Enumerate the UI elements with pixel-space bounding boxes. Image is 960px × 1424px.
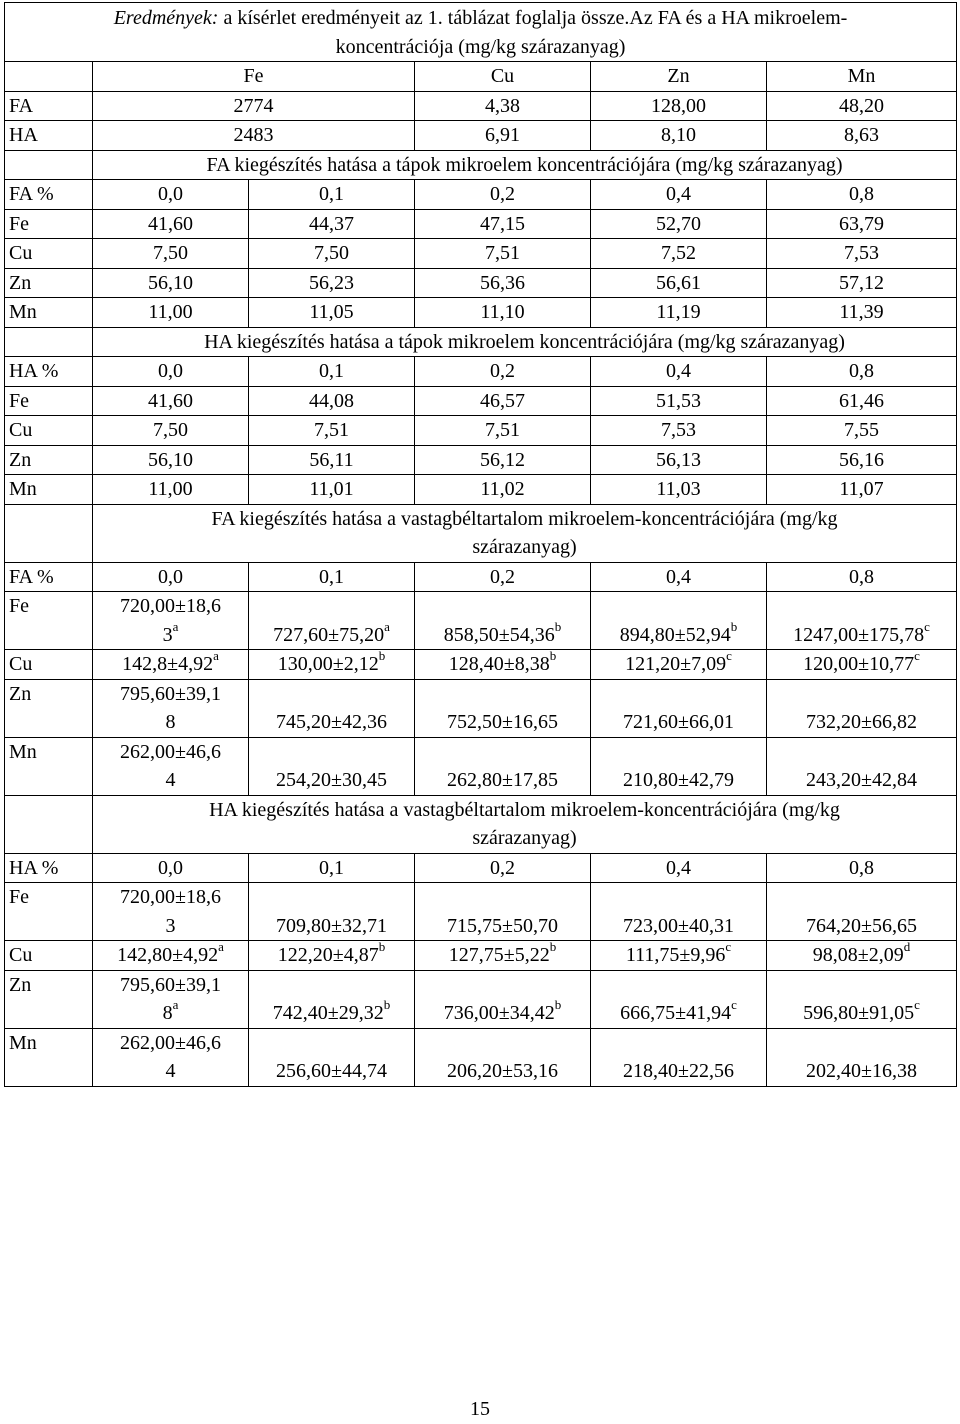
cell: 11,39 xyxy=(767,298,957,328)
value: 142,80±4,92 xyxy=(117,944,219,966)
s3-title-blank xyxy=(5,504,93,562)
table-row xyxy=(5,941,957,971)
header-cell: 0,8 xyxy=(767,853,957,883)
cell: 11,05 xyxy=(249,298,415,328)
row-label: Cu xyxy=(5,650,93,680)
cell xyxy=(249,883,415,941)
cell: 56,12 xyxy=(415,445,591,475)
cell xyxy=(591,592,767,650)
row-label: HA % xyxy=(5,853,93,883)
cell: 7,51 xyxy=(415,239,591,269)
cell: 8,10 xyxy=(591,121,767,151)
cell: 11,19 xyxy=(591,298,767,328)
cell xyxy=(249,970,415,1028)
cell xyxy=(591,1028,767,1086)
value: 128,40±8,38 xyxy=(448,653,550,675)
first-value-cell xyxy=(93,592,249,650)
s4-title xyxy=(93,795,957,853)
row-label: Zn xyxy=(5,445,93,475)
significance-letter: a xyxy=(213,648,219,664)
cell xyxy=(591,650,767,680)
table-row xyxy=(5,475,957,505)
cell: 11,02 xyxy=(415,475,591,505)
value: 210,80±42,79 xyxy=(623,769,734,791)
header-cell: 0,8 xyxy=(767,357,957,387)
cell xyxy=(415,737,591,795)
cell xyxy=(249,650,415,680)
cell: 7,55 xyxy=(767,416,957,446)
value: 254,20±30,45 xyxy=(276,769,387,791)
cell: 7,51 xyxy=(415,416,591,446)
table-row xyxy=(5,386,957,416)
value-line1: 795,60±39,1 xyxy=(120,682,221,705)
value: 894,80±52,94 xyxy=(619,623,731,646)
first-value-cell xyxy=(93,737,249,795)
t1-head-mn: Mn xyxy=(767,62,957,92)
cell xyxy=(767,883,957,941)
value: 745,20±42,36 xyxy=(276,711,387,733)
value-line1: 262,00±46,6 xyxy=(120,740,221,763)
row-label: FA % xyxy=(5,562,93,592)
s4-title-row xyxy=(5,795,957,853)
cell: 56,10 xyxy=(93,268,249,298)
cell xyxy=(591,941,767,971)
cell: 7,53 xyxy=(591,416,767,446)
row-label: Fe xyxy=(5,592,93,650)
cell: 7,52 xyxy=(591,239,767,269)
cell xyxy=(249,592,415,650)
row-label: Cu xyxy=(5,239,93,269)
significance-letter: b xyxy=(383,997,391,1013)
value: 709,80±32,71 xyxy=(276,914,387,937)
header-cell: 0,4 xyxy=(591,357,767,387)
cell: 41,60 xyxy=(93,209,249,239)
intro-line1: a kísérlet eredményeit az 1. táblázat foglalja össze. xyxy=(218,7,630,29)
row-label: Fe xyxy=(5,386,93,416)
cell: 56,11 xyxy=(249,445,415,475)
row-label: Fe xyxy=(5,209,93,239)
header-cell: 0,2 xyxy=(415,357,591,387)
cell: 56,61 xyxy=(591,268,767,298)
cell: 41,60 xyxy=(93,386,249,416)
t1-head-fe: Fe xyxy=(93,62,415,92)
cell xyxy=(415,592,591,650)
value-line1: 720,00±18,6 xyxy=(120,886,221,908)
page xyxy=(4,2,956,1087)
cell xyxy=(249,1028,415,1086)
significance-letter: d xyxy=(903,939,911,955)
value: 715,75±50,70 xyxy=(447,914,558,937)
cell: 11,07 xyxy=(767,475,957,505)
cell: 52,70 xyxy=(591,209,767,239)
cell: 7,51 xyxy=(249,416,415,446)
intro-line2: koncentrációja (mg/kg szárazanyag) xyxy=(335,35,626,58)
significance-letter: c xyxy=(914,648,920,664)
s3-title-row xyxy=(5,504,957,562)
cell xyxy=(415,941,591,971)
cell: 7,50 xyxy=(93,239,249,269)
s3-header-row xyxy=(5,562,957,592)
cell: 11,10 xyxy=(415,298,591,328)
value: 130,00±2,12 xyxy=(277,653,379,675)
value-line1: 720,00±18,6 xyxy=(120,595,221,617)
value: 142,8±4,92 xyxy=(122,653,214,675)
t1-head-cu: Cu xyxy=(415,62,591,92)
cell: 47,15 xyxy=(415,209,591,239)
row-label: FA xyxy=(5,91,93,121)
header-cell: 0,8 xyxy=(767,562,957,592)
t1-head-zn: Zn xyxy=(591,62,767,92)
s2-title: HA kiegészítés hatása a tápok mikroelem koncentrációjára (mg/kg szárazanyag) xyxy=(93,327,957,357)
s1-header-row xyxy=(5,180,957,210)
cell: 11,01 xyxy=(249,475,415,505)
table-row xyxy=(5,416,957,446)
s4-title-line1: HA kiegészítés hatása a vastagbéltartalom mikroelem-koncentrációjára (mg/kg xyxy=(209,798,840,821)
value: 206,20±53,16 xyxy=(447,1060,558,1082)
cell xyxy=(767,970,957,1028)
s2-title-blank xyxy=(5,327,93,357)
value: 202,40±16,38 xyxy=(806,1060,917,1082)
row-label: Cu xyxy=(5,941,93,971)
cell: 7,50 xyxy=(249,239,415,269)
table-row xyxy=(5,970,957,1028)
cell: 48,20 xyxy=(767,91,957,121)
row-label: Cu xyxy=(5,416,93,446)
s3-title-line2: szárazanyag) xyxy=(472,536,577,558)
row-label: Mn xyxy=(5,298,93,328)
row-label: Mn xyxy=(5,475,93,505)
significance-letter: c xyxy=(731,997,737,1013)
table-row xyxy=(5,883,957,941)
header-cell: 0,4 xyxy=(591,853,767,883)
table-row xyxy=(5,592,957,650)
cell xyxy=(415,883,591,941)
value: 122,20±4,87 xyxy=(277,944,379,966)
cell: 61,46 xyxy=(767,386,957,416)
s3-title xyxy=(93,504,957,562)
header-cell: 0,2 xyxy=(415,180,591,210)
table-row xyxy=(5,298,957,328)
header-cell: 0,2 xyxy=(415,562,591,592)
page-number: 15 xyxy=(470,1398,490,1420)
cell xyxy=(415,650,591,680)
value: 1247,00±175,78 xyxy=(793,623,925,646)
s4-header-row xyxy=(5,853,957,883)
cell: 2483 xyxy=(93,121,415,151)
cell xyxy=(249,679,415,737)
cell xyxy=(591,970,767,1028)
s3-title-line1: FA kiegészítés hatása a vastagbéltartalom mikroelem-koncentrációjára (mg/kg xyxy=(211,507,838,530)
intro-italic: Eredmények: xyxy=(113,7,219,29)
cell: 46,57 xyxy=(415,386,591,416)
first-value-cell xyxy=(93,970,249,1028)
cell: 44,37 xyxy=(249,209,415,239)
value: 256,60±44,74 xyxy=(276,1060,387,1082)
significance-letter: b xyxy=(378,939,386,955)
value: 243,20±42,84 xyxy=(806,769,917,791)
intro-row xyxy=(5,3,957,62)
row-label: Mn xyxy=(5,737,93,795)
table-row xyxy=(5,445,957,475)
value: 858,50±54,36 xyxy=(443,623,555,646)
cell: 128,00 xyxy=(591,91,767,121)
significance-letter: b xyxy=(549,939,557,955)
value: 4 xyxy=(165,1060,176,1082)
header-cell: 0,0 xyxy=(93,562,249,592)
s1-title-row xyxy=(5,150,957,180)
row-label: Zn xyxy=(5,679,93,737)
table-row xyxy=(5,209,957,239)
cell xyxy=(767,941,957,971)
value: 111,75±9,96 xyxy=(625,944,726,966)
cell xyxy=(767,592,957,650)
s4-title-line2: szárazanyag) xyxy=(472,827,577,849)
value: 3 xyxy=(162,623,173,646)
cell: 56,10 xyxy=(93,445,249,475)
value: 736,00±34,42 xyxy=(443,1002,555,1024)
intro-cell xyxy=(5,3,957,62)
table-row xyxy=(5,1028,957,1086)
value: 764,20±56,65 xyxy=(806,914,917,937)
row-label: FA % xyxy=(5,180,93,210)
cell xyxy=(415,1028,591,1086)
significance-letter: c xyxy=(726,648,732,664)
s2-title-row xyxy=(5,327,957,357)
value: 666,75±41,94 xyxy=(620,1002,732,1024)
t1-row-ha xyxy=(5,121,957,151)
value-line1: 262,00±46,6 xyxy=(120,1031,221,1054)
row-label: Zn xyxy=(5,268,93,298)
header-cell: 0,1 xyxy=(249,562,415,592)
value: 732,20±66,82 xyxy=(806,711,917,733)
significance-letter: a xyxy=(172,997,179,1013)
significance-letter: a xyxy=(218,939,224,955)
cell xyxy=(249,737,415,795)
intro-line1b: Az FA és a HA mikroelem- xyxy=(629,7,848,29)
cell: 44,08 xyxy=(249,386,415,416)
cell xyxy=(767,1028,957,1086)
cell: 56,16 xyxy=(767,445,957,475)
cell: 56,36 xyxy=(415,268,591,298)
row-label: Fe xyxy=(5,883,93,941)
header-cell: 0,1 xyxy=(249,853,415,883)
cell xyxy=(249,941,415,971)
cell: 11,00 xyxy=(93,298,249,328)
significance-letter: c xyxy=(725,939,732,955)
cell: 63,79 xyxy=(767,209,957,239)
table-row xyxy=(5,737,957,795)
header-cell: 0,2 xyxy=(415,853,591,883)
significance-letter: b xyxy=(730,618,738,634)
value-line1: 795,60±39,1 xyxy=(120,973,221,996)
value: 3 xyxy=(165,914,176,937)
significance-letter: a xyxy=(384,618,390,634)
header-cell: 0,4 xyxy=(591,562,767,592)
row-label: HA % xyxy=(5,357,93,387)
cell: 2774 xyxy=(93,91,415,121)
t1-corner xyxy=(5,62,93,92)
header-cell: 0,0 xyxy=(93,853,249,883)
table-row xyxy=(5,650,957,680)
value: 98,08±2,09 xyxy=(812,944,904,966)
row-label: Zn xyxy=(5,970,93,1028)
cell xyxy=(415,679,591,737)
table-row xyxy=(5,679,957,737)
cell: 57,12 xyxy=(767,268,957,298)
s1-title: FA kiegészítés hatása a tápok mikroelem koncentrációjára (mg/kg szárazanyag) xyxy=(93,150,957,180)
value: 721,60±66,01 xyxy=(623,711,734,733)
table-row xyxy=(5,239,957,269)
cell xyxy=(591,679,767,737)
results-table xyxy=(4,2,957,1087)
header-cell: 0,4 xyxy=(591,180,767,210)
header-cell: 0,0 xyxy=(93,180,249,210)
significance-letter: a xyxy=(172,618,179,634)
cell xyxy=(591,737,767,795)
significance-letter: b xyxy=(378,648,386,664)
value: 8 xyxy=(162,1002,173,1024)
first-value-cell xyxy=(93,883,249,941)
cell: 11,03 xyxy=(591,475,767,505)
t1-row-fa xyxy=(5,91,957,121)
significance-letter: b xyxy=(549,648,557,664)
value: 262,80±17,85 xyxy=(447,769,558,791)
s2-header-row xyxy=(5,357,957,387)
first-value-cell xyxy=(93,941,249,971)
cell xyxy=(767,679,957,737)
cell xyxy=(767,737,957,795)
value: 127,75±5,22 xyxy=(448,944,550,966)
value: 120,00±10,77 xyxy=(803,653,915,675)
t1-header-row xyxy=(5,62,957,92)
significance-letter: c xyxy=(914,997,920,1013)
cell: 51,53 xyxy=(591,386,767,416)
cell: 4,38 xyxy=(415,91,591,121)
header-cell: 0,1 xyxy=(249,357,415,387)
cell: 8,63 xyxy=(767,121,957,151)
value: 4 xyxy=(165,769,176,791)
row-label: HA xyxy=(5,121,93,151)
cell: 7,50 xyxy=(93,416,249,446)
cell: 56,23 xyxy=(249,268,415,298)
cell xyxy=(415,970,591,1028)
value: 218,40±22,56 xyxy=(623,1060,734,1082)
value: 742,40±29,32 xyxy=(272,1002,384,1024)
value: 121,20±7,09 xyxy=(625,653,727,675)
s4-title-blank xyxy=(5,795,93,853)
first-value-cell xyxy=(93,1028,249,1086)
header-cell: 0,0 xyxy=(93,357,249,387)
cell: 11,00 xyxy=(93,475,249,505)
header-cell: 0,8 xyxy=(767,180,957,210)
cell: 56,13 xyxy=(591,445,767,475)
cell xyxy=(767,650,957,680)
value: 727,60±75,20 xyxy=(273,623,385,646)
s1-body xyxy=(5,180,957,1087)
first-value-cell xyxy=(93,650,249,680)
significance-letter: b xyxy=(554,618,562,634)
s1-title-blank xyxy=(5,150,93,180)
cell: 7,53 xyxy=(767,239,957,269)
cell: 6,91 xyxy=(415,121,591,151)
cell xyxy=(591,883,767,941)
significance-letter: b xyxy=(554,997,562,1013)
first-value-cell xyxy=(93,679,249,737)
row-label: Mn xyxy=(5,1028,93,1086)
table-row xyxy=(5,268,957,298)
value: 723,00±40,31 xyxy=(623,914,734,937)
value: 752,50±16,65 xyxy=(447,711,558,733)
value: 8 xyxy=(165,711,176,733)
header-cell: 0,1 xyxy=(249,180,415,210)
value: 596,80±91,05 xyxy=(803,1002,915,1024)
significance-letter: c xyxy=(924,618,930,634)
